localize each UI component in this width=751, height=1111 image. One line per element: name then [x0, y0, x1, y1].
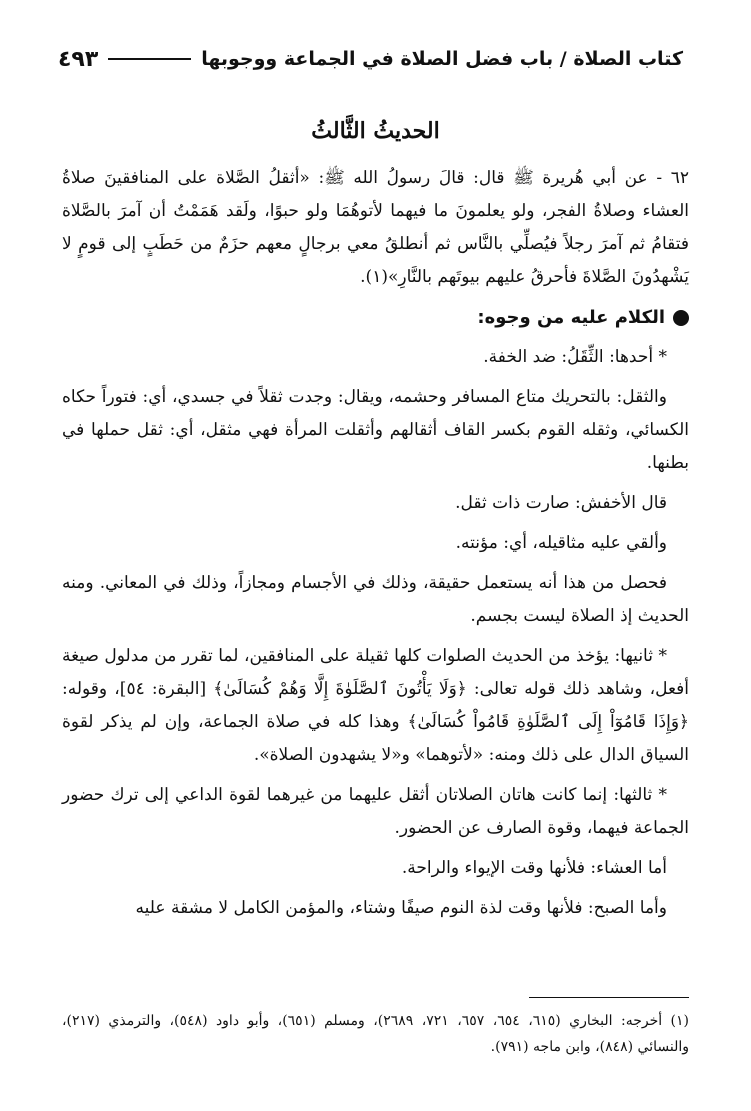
paragraph: والثقل: بالتحريك متاع المسافر وحشمه، ويقال: وجدت ثقلاً في جسدي، أي: فتوراً حكاه الكسائي، وثقله القوم بكسر القاف أثقالهم وأثقلت المرأة فهي مثقل، أي: ثقل حملها في بطنها.: [62, 387, 689, 473]
header-rule: [108, 58, 191, 60]
paragraph: * ثانيها: يؤخذ من الحديث الصلوات كلها ثقيلة على المنافقين، لما تقرر من مدلول صيغة أفعل، وشاهد ذلك قوله تعالى: ﴿وَلَا يَأْتُونَ ٱلصَّلَوٰةَ إِلَّا وَهُمْ كُسَالَىٰ﴾ [البقرة: ٥٤]، وقوله: ﴿وَإِذَا قَامُوٓاْ إِلَى ٱلصَّلَوٰةِ قَامُواْ كُسَالَىٰ﴾ وهذا كله في صلاة الجماعة، وإن لم يذكر لقوة السياق الدال على ذلك ومنه: «لأتوهما» و«لا يشهدون الصلاة».: [62, 646, 689, 765]
section-heading-label: الكلام عليه من وجوه:: [477, 307, 665, 328]
hadith-text: ٦٢ - عن أبي هُريرة ﷺ قال: قالَ رسولُ الله ﷺ: «أثقلُ الصَّلاة على المنافقينَ صلاةُ العشاء وصلاةُ الفجر، ولو يعلمونَ ما فيهما لأتوهُمَا ولو حبوًا، ولَقد هَمَمْتُ أن آمرَ بالصَّلاة فتقامُ ثم آمرَ رجلاً فيُصلِّي بالنَّاس ثم أنطلقُ معي برجالٍ معهم حزَمٌ من حَطَبٍ إلى قومٍ لا يَشْهدُونَ الصَّلاةَ فأحرقُ عليهم بيوتَهم بالنَّارِ»(١).: [62, 168, 689, 287]
paragraph: وألقي عليه مثاقيله، أي: مؤنته.: [455, 533, 667, 553]
footnote: (١) أخرجه: البخاري (٦١٥، ٦٥٤، ٦٥٧، ٧٢١، ٢٦٨٩)، ومسلم (٦٥١)، وأبو داود (٥٤٨)، والترمذي (٢١٧)، والنسائي (٨٤٨)، وابن ماجه (٧٩١).: [62, 1013, 690, 1055]
paragraph: فحصل من هذا أنه يستعمل حقيقة، وذلك في الأجسام ومجازاً، وذلك في المعاني. ومنه الحديث إذ الصلاة ليست بجسم.: [62, 573, 689, 626]
footnote-rule: [529, 997, 689, 998]
paragraph: قال الأخفش: صارت ذات ثقل.: [455, 493, 667, 513]
section-heading: [62, 301, 689, 334]
bullet-icon: [673, 310, 689, 326]
paragraph: أما العشاء: فلأنها وقت الإيواء والراحة.: [401, 858, 667, 878]
paragraph: * ثالثها: إنما كانت هاتان الصلاتان أثقل عليهما من غيرهما لقوة الداعي إلى ترك حضور الجماعة فيهما، وقوة الصارف عن الحضور.: [62, 785, 689, 838]
paragraph: وأما الصبح: فلأنها وقت لذة النوم صيفًا وشتاء، والمؤمن الكامل لا مشقة عليه: [135, 898, 667, 918]
hadith-title: الحديثُ الثَّالثُ: [311, 118, 440, 144]
paragraph: * أحدها: الثِّقَلُ: ضد الخفة.: [483, 347, 667, 367]
header-title: كتاب الصلاة / باب فضل الصلاة في الجماعة ووجوبها: [201, 48, 683, 70]
running-header: [58, 44, 683, 74]
main-text: [62, 162, 689, 932]
page-number: ٤٩٣: [58, 46, 99, 72]
